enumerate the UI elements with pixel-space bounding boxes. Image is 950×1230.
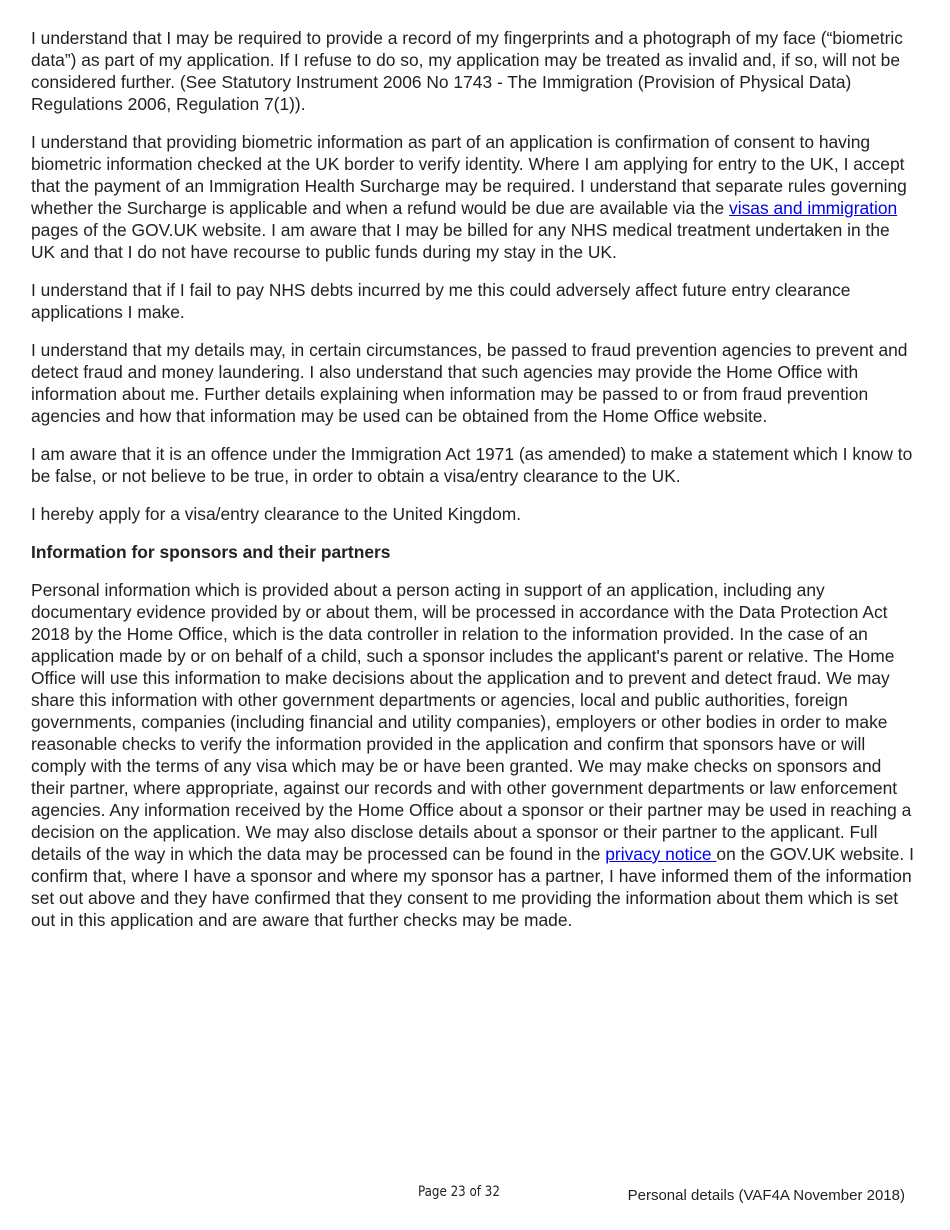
paragraph-fraud-prevention: I understand that my details may, in certain circumstances, be passed to fraud prevention agencies to prevent and detect fraud and money laundering. I also understand that such agencies may provide the Home Office with information about me. Further details explaining when information may be passed to or from fraud prevention agencies and how that information may be used can be obtained from the Home Office website.	[31, 340, 908, 426]
paragraph-biometric-consent	[31, 131, 915, 263]
paragraph-text: pages of the GOV.UK website. I am aware that I may be billed for any NHS medical treatment undertaken in the UK and that I do not have recourse to public funds during my stay in the UK.	[31, 220, 890, 262]
paragraph-apply: I hereby apply for a visa/entry clearance to the United Kingdom.	[31, 504, 522, 524]
paragraph-text: on the GOV.UK website. I confirm that, where I have a sponsor and where my sponsor has a partner, I have informed them of the information set out above and they have confirmed that they consent to me providing the information about them which is set out in this application and are aware that further checks may be made.	[31, 844, 914, 930]
document-reference: Personal details (VAF4A November 2018)	[627, 1187, 905, 1204]
document-body	[31, 27, 915, 947]
visas-and-immigration-link[interactable]: visas and immigration	[729, 198, 898, 218]
paragraph-text: I understand that providing biometric information as part of an application is confirmation of consent to having biometric information checked at the UK border to verify identity. Where I am applying for entry to the UK, I accept that the payment of an Immigration Health Surcharge may be required. I understand that separate rules governing whether the Surcharge is applicable and when a refund would be due are available via the	[31, 132, 907, 218]
paragraph-offence: I am aware that it is an offence under the Immigration Act 1971 (as amended) to make a statement which I know to be false, or not believe to be true, in order to obtain a visa/entry clearance to the UK.	[31, 444, 913, 486]
paragraph-text: Personal information which is provided about a person acting in support of an application, including any documentary evidence provided by or about them, will be processed in accordance with the Data Protection Act 2018 by the Home Office, which is the data controller in relation to the information provided. In the case of an application made by or on behalf of a child, such a sponsor includes the applicant's parent or relative. The Home Office will use this information to make decisions about the application and to prevent and detect fraud. We may share this information with other government departments or agencies, local and public authorities, foreign governments, companies (including financial and utility companies), employers or other bodies in order to make reasonable checks to verify the information provided in the application and confirm that sponsors have or will comply with the terms of any visa which may be or have been granted. We may make checks on sponsors and their partner, where appropriate, against our records and with other government departments or law enforcement agencies. Any information received by the Home Office about a sponsor or their partner may be used in reaching a decision on the application. We may also disclose details about a sponsor or their partner to the applicant. Full details of the way in which the data may be processed can be found in the	[31, 580, 912, 864]
page-number: Page 23 of 32	[418, 1184, 500, 1200]
paragraph-nhs-debts: I understand that if I fail to pay NHS debts incurred by me this could adversely affect future entry clearance applications I make.	[31, 280, 851, 322]
paragraph-biometric-data: I understand that I may be required to provide a record of my fingerprints and a photograph of my face (“biometric data”) as part of my application. If I refuse to do so, my application may be treated as invalid and, if so, will not be considered further. (See Statutory Instrument 2006 No 1743 - The Immigration (Provision of Physical Data) Regulations 2006, Regulation 7(1)).	[31, 28, 903, 114]
privacy-notice-link[interactable]: privacy notice	[605, 844, 717, 864]
section-heading: Information for sponsors and their partners	[31, 542, 391, 562]
paragraph-sponsors	[31, 579, 915, 931]
